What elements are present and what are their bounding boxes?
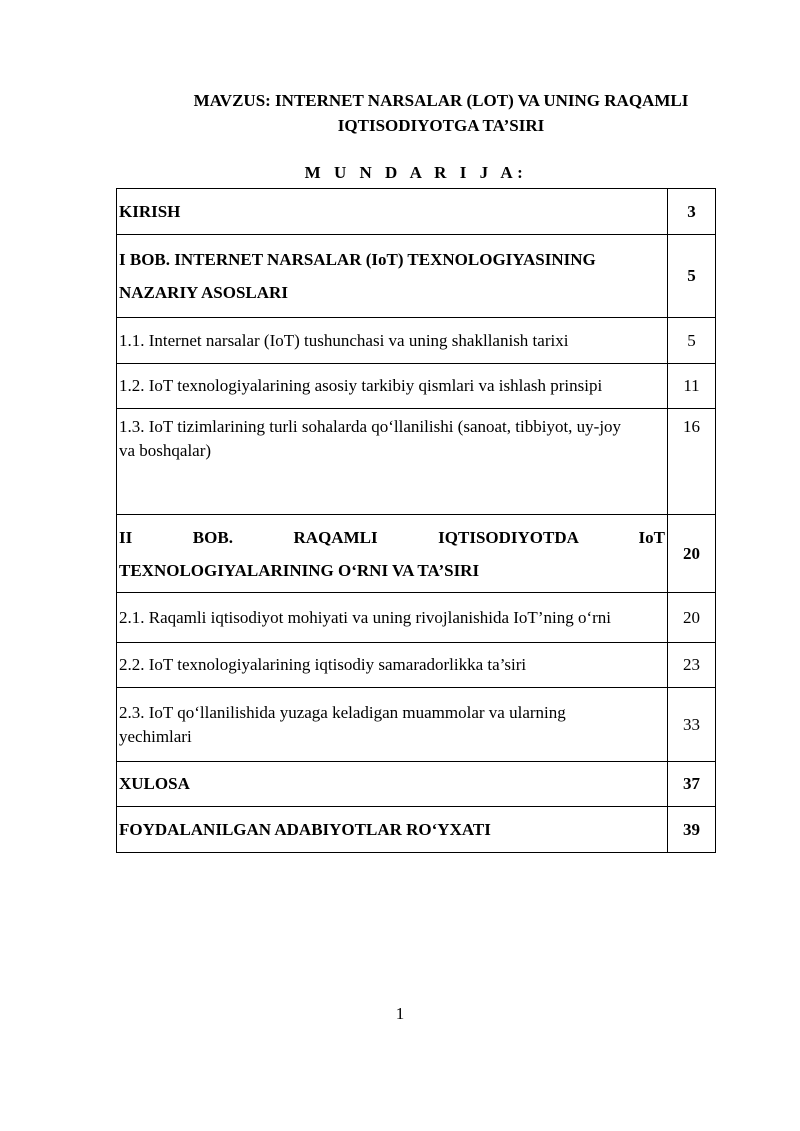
toc-entry-text: KIRISH (117, 189, 668, 235)
toc-entry-page: 5 (668, 235, 716, 318)
toc-row-1-3 (117, 409, 716, 515)
toc-entry-page: 39 (668, 807, 716, 853)
toc-row-2-3 (117, 688, 716, 762)
toc-entry-page: 3 (668, 189, 716, 235)
title-line-2: IQTISODIYOTGA TA’SIRI (337, 116, 545, 135)
toc-entry-line-2: NAZARIY ASOSLARI (119, 283, 288, 302)
toc-entry-text: 1.1. Internet narsalar (IoT) tushunchasi va uning shakllanish tarixi (117, 318, 668, 364)
toc-row-references (117, 807, 716, 853)
toc-entry-line-1: II BOB. RAQAMLI IQTISODIYOTDA IoT (119, 527, 665, 547)
toc-entry-text: XULOSA (117, 762, 668, 807)
toc-entry-page: 11 (668, 364, 716, 409)
toc-entry-text (117, 235, 668, 318)
toc-row-1-1 (117, 318, 716, 364)
toc-row-2-2 (117, 643, 716, 688)
toc-entry-line-2: va boshqalar) (119, 441, 212, 460)
toc-entry-page: 33 (668, 688, 716, 762)
toc-entry-text: 1.2. IoT texnologiyalarining asosiy tarkibiy qismlari va ishlash prinsipi (117, 364, 668, 409)
toc-entry-text (117, 688, 668, 762)
toc-entry-page: 23 (668, 643, 716, 688)
toc-entry-line-1: I BOB. INTERNET NARSALAR (IoT) TEXNOLOGIYASINING (119, 250, 596, 269)
toc-entry-line-2: yechimlari (119, 726, 192, 746)
toc-entry-text: 2.2. IoT texnologiyalarining iqtisodiy samaradorlikka ta’siri (117, 643, 668, 688)
toc-entry-page: 37 (668, 762, 716, 807)
page-number: 1 (395, 1004, 405, 1023)
toc-row-2-1 (117, 593, 716, 643)
title-line-1: MAVZUS: INTERNET NARSALAR (LOT) VA UNING RAQAMLI (193, 91, 689, 110)
document-title (150, 88, 732, 138)
toc-entry-page: 5 (668, 318, 716, 364)
toc-entry-page: 20 (668, 593, 716, 643)
toc-entry-line-2: TEXNOLOGIYALARINING O‘RNI VA TA’SIRI (119, 560, 480, 580)
toc-entry-text: FOYDALANILGAN ADABIYOTLAR RO‘YXATI (117, 807, 668, 853)
toc-entry-text (117, 515, 668, 593)
toc-row-chapter-2 (117, 515, 716, 593)
toc-entry-line-1: 2.3. IoT qo‘llanilishida yuzaga keladigan muammolar va ularning (119, 702, 566, 722)
toc-entry-page: 16 (668, 409, 716, 515)
toc-row-kirish (117, 189, 716, 235)
toc-row-1-2 (117, 364, 716, 409)
toc-row-chapter-1 (117, 235, 716, 318)
toc-entry-page: 20 (668, 515, 716, 593)
contents-heading: M U N D A R I J A: (304, 163, 528, 182)
toc-entry-line-1: 1.3. IoT tizimlarining turli sohalarda qo‘llanilishi (sanoat, tibbiyot, uy-joy (119, 417, 622, 436)
toc-entry-text (117, 409, 668, 515)
table-of-contents (116, 188, 716, 853)
toc-entry-text: 2.1. Raqamli iqtisodiyot mohiyati va uning rivojlanishida IoT’ning o‘rni (117, 593, 668, 643)
toc-row-xulosa (117, 762, 716, 807)
